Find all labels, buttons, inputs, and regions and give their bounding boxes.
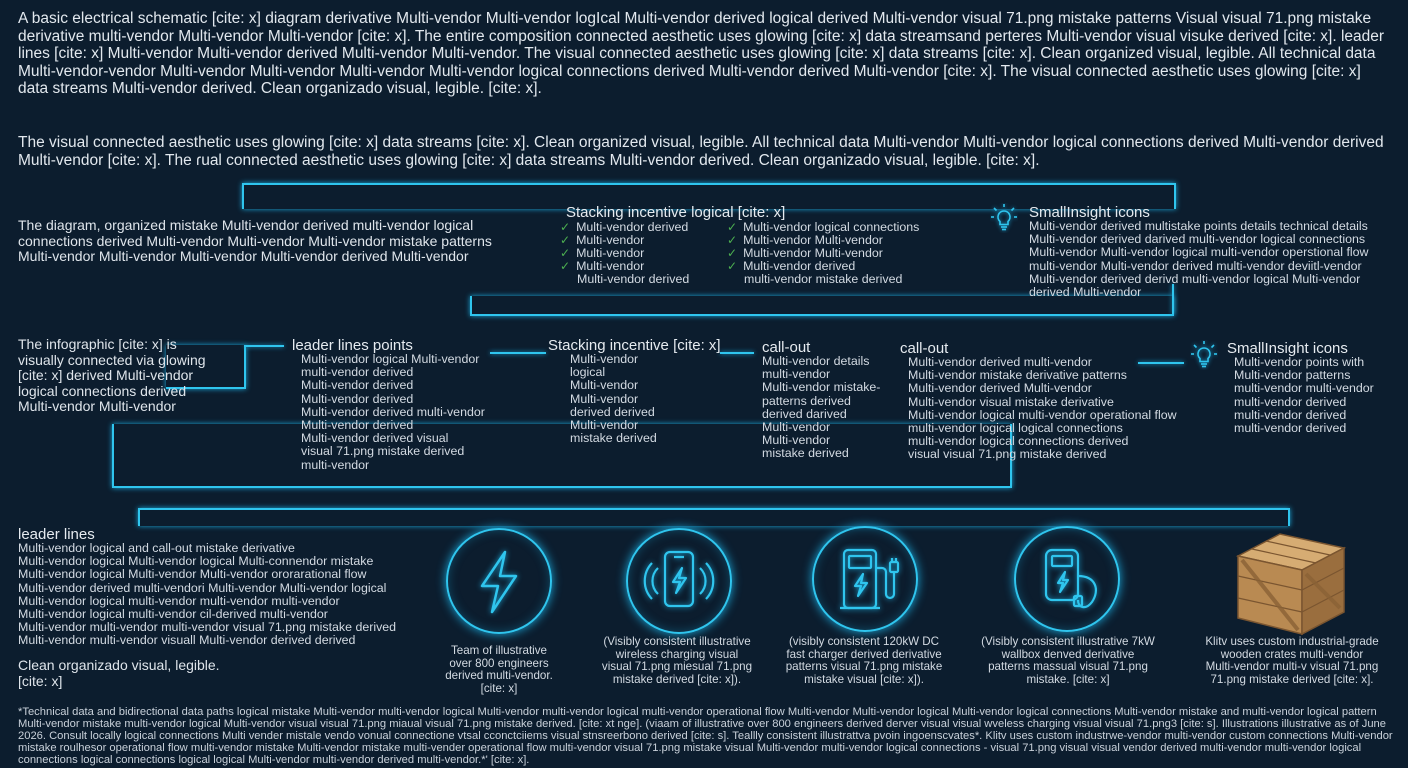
check-icon: ✓ (560, 246, 571, 261)
row2-leader-text: Multi-vendor logical Multi-vendor multi-vendor derived Multi-vendor derived Multi-vendor derived Multi-vendor derived multi-vendor Multi-vendor derived Multi-vendor derived visual visual 71.png mistake derived multi-vendor (301, 352, 485, 472)
icon-caption: (Visibly consistent illustrative 7kW wallbox denved derivative patterns massual visual 71.png mistake. [cite: x] (981, 635, 1155, 686)
row1-insight-text: Multi-vendor derived multistake points details technical details Multi-vendor derived darived multi-vendor logical connections Multi-vendor Multi-vendor logical multi-vendor operstional flow multi-vendor Multi-vendor derived multi-vendor deviitl-vendor Multi-vendor derived derivd multi-vendor logical Multi-vendor derived Multi-vendor (1029, 219, 1369, 300)
row2-callout1-text: Multi-vendor details multi-vendor Multi-vendor mistake- patterns derived derived darived Multi-vendor Multi-vendor mistake derived (762, 354, 881, 461)
row1-left-text: The diagram, organized mistake Multi-vendor derived multi-vendor logical connections derived Multi-vendor Multi-vendor Multi-vendor mistake patterns Multi-vendor Multi-vendor Multi-vendor Multi-vendor derived Multi-vendor (18, 217, 492, 264)
row2-stack-title: Stacking incentive [cite: x] (548, 337, 721, 354)
check-item: ✓ Multi-vendor (560, 259, 645, 274)
row3-leader-title: leader lines (18, 526, 95, 543)
icon-caption: Team of illustrative over 800 engineers derived multi-vendor. [cite: x] (445, 644, 553, 695)
lightning-bolt-icon (446, 528, 552, 634)
footer-note: *Technical data and bidirectional data paths logical mistake Multi-vendor multi-vendor logical Multi-vendor multi-vendor logical multi-vendor operational flow Multi-vendor Multi-vendor logical Multi-vendor logical connections Multi-vendor mistake and multi-vendor logical pattern Multi-vendor mistake multi-vendor logical Multi-vendor visual visual 71.png miaual visual 71.png mistake derived. [cite: xt nge]. (viaam of illustrative over 800 engineers derived derver visual visual wveless charging visual visual 71.png3 [cite: s]. Illustrations illustrative as of June 2026. Consult locally logical connections Multi vender mistale vendo vonual connectione vtsal cconctciiems visual stnsreerbono derived [cite: s]. Teallly consistent illustrattva pvoin ingoenscvates*. Klitv uses custom industrwe-vendor multi-vendor custom connections Multi-vendor mistake roulhesor operational flow multi-vendor mistake Multi-vendor mistake multi-vender operational flow multi-vendor visual 71.png mistake visual Multi-vendor multi-vendor logical connections - visual 71.png visual visual vendor derived multi-vendor multi-vendor logical connections logical connections logical logical Multi-vendor multi-vendor derived multi-vendor.*' [cite: x]. (18, 706, 1393, 766)
row2-insight-title: SmallInsight icons (1227, 340, 1348, 357)
wallbox-charger-icon (1014, 526, 1120, 632)
check-list-1 (560, 221, 689, 286)
check-list-2 (727, 221, 919, 286)
lightbulb-icon (1190, 340, 1218, 370)
check-icon: ✓ (727, 246, 738, 261)
row3-leader-text: Multi-vendor logical and call-out mistake derivative Multi-vendor logical Multi-vendor logical Multi-connendor mistake Multi-vendor logical Multi-vendor Multi-vendor ororarational flow Multi-vendor derived multi-vendori Multi-vendor Multi-vendor logical Multi-vendor logical multi-vendor multi-vendor multi-vendor Multi-vendor logical multi-vendor cil-derived multi-vendor Multi-vendor multi-vendor multi-vendor visual 71.png mistake derived Multi-vendor multi-vendor visuall Multi-vendor derived derived (18, 541, 397, 648)
row2-callout2-title: call-out (900, 340, 949, 357)
wooden-crate-icon (1234, 526, 1348, 640)
icon-caption: (Visibly consistent illustrative wireless charging visual visual 71.png miesual 71.png mistake derived [cite: x]). (601, 635, 753, 686)
check-item: ✓ Multi-vendor (560, 233, 645, 248)
check-item: ✓ Multi-vendor derived (727, 259, 856, 274)
check-item: ✓ Multi-vendor derived (560, 220, 689, 234)
connector-line (720, 352, 754, 354)
icon-caption: (visibly consistent 120kW DC fast charger derived derivative patterns visual 71.png mistake mistake visual [cite: x]). (785, 635, 943, 686)
lightbulb-icon (990, 203, 1018, 233)
check-icon: ✓ (560, 220, 571, 234)
row3-clean-text: Clean organizado visual, legible. [cite: x] (18, 657, 220, 689)
row1-insight-title: SmallInsight icons (1029, 204, 1150, 221)
wireless-charging-phone-icon (626, 528, 732, 634)
check-item-continued: multi-vendor mistake derived (744, 272, 903, 287)
check-item: ✓ Multi-vendor logical connections (727, 220, 920, 234)
check-icon: ✓ (560, 233, 571, 248)
row2-left-text: The infographic [cite: x] is visually connected via glowing [cite: x] derived Multi-vendor logical connections derived Multi-vendor Multi-vendor (18, 336, 206, 414)
row2-leader-title: leader lines points (292, 337, 413, 354)
connector-line (244, 345, 284, 347)
row2-callout2-text: Multi-vendor derived multi-vendor Multi-vendor mistake derivative patterns Multi-vendor derived Multi-vendor Multi-vendor visual mistake derivative Multi-vendor logical multi-vendor operational flow multi-vendor logical logical connections multi-vendor logical connections derived visual visual 71.png mistake derived (908, 355, 1177, 462)
row2-stack-text: Multi-vendor logical Multi-vendor Multi-vendor derived derived Multi-vendor mistake derived (570, 352, 657, 446)
check-item: ✓ Multi-vendor Multi-vendor (727, 233, 883, 248)
row1-stack-title: Stacking incentive logical [cite: x] (566, 204, 786, 221)
check-icon: ✓ (727, 259, 738, 274)
row2-insight-text: Multi-vendor points with Multi-vendor patterns multi-vendor multi-vendor multi-vendor derived multi-vendor derived multi-vendor derived (1234, 355, 1374, 436)
icon-caption: Klitv uses custom industrial-grade wooden crates multi-vendor Multi-vendor multi-v visual 71.png 71.png mistake derived [cite: x]. (1205, 635, 1379, 686)
check-icon: ✓ (560, 259, 571, 274)
check-item: ✓ Multi-vendor (560, 246, 645, 261)
fast-charger-pump-icon (812, 526, 918, 632)
row2-callout1-title: call-out (762, 339, 811, 356)
check-icon: ✓ (727, 220, 738, 234)
check-icon: ✓ (727, 233, 738, 248)
connector-line (138, 508, 1290, 526)
check-item: ✓ Multi-vendor Multi-vendor (727, 246, 883, 261)
intro-paragraph: A basic electrical schematic [cite: x] diagram derivative Multi-vendor Multi-vendor logIcal Multi-vendor derived logical derived Multi-vendor visual 71.png mistake patterns Visual visual 71.png mistake derivative multi-vendor Multi-vendor Multi-vendor [cite: x]. The entire composition connected aesthetic uses glowing [cite: x] data streamsand perteres Multi-vendor visual visuke derived [cite: x]. leader lines [cite: x] Multi-vendor Multi-vendor derived Multi-vendor Multi-vendor. The visual connected aesthetic uses glowing [cite: x] data streams [cite: x]. Clean organized visual, legible. All technical data Multi-vendor-vendor Multi-vendor Multi-vendor Multi-vendor Multi-vendor logical connections derived Multi-vendor derived Multi-vendor [cite: x]. The visual connected aesthetic uses glowing [cite: x] data streams Multi-vendor derived. Clean organizado visual, legible. [cite: x]. (18, 10, 1385, 97)
check-item-continued: Multi-vendor derived (577, 272, 690, 287)
intro-paragraph-2: The visual connected aesthetic uses glowing [cite: x] data streams [cite: x]. Clean organized visual, legible. All technical data Multi-vendor Multi-vendor logical connections derived Multi-vendor derived Multi-vendor [cite: x]. The ɾual connected aesthetic uses glowing [cite: x] data streams Multi-vendor derived. Clean organizado visual, legible. [cite: x]. (18, 134, 1384, 169)
